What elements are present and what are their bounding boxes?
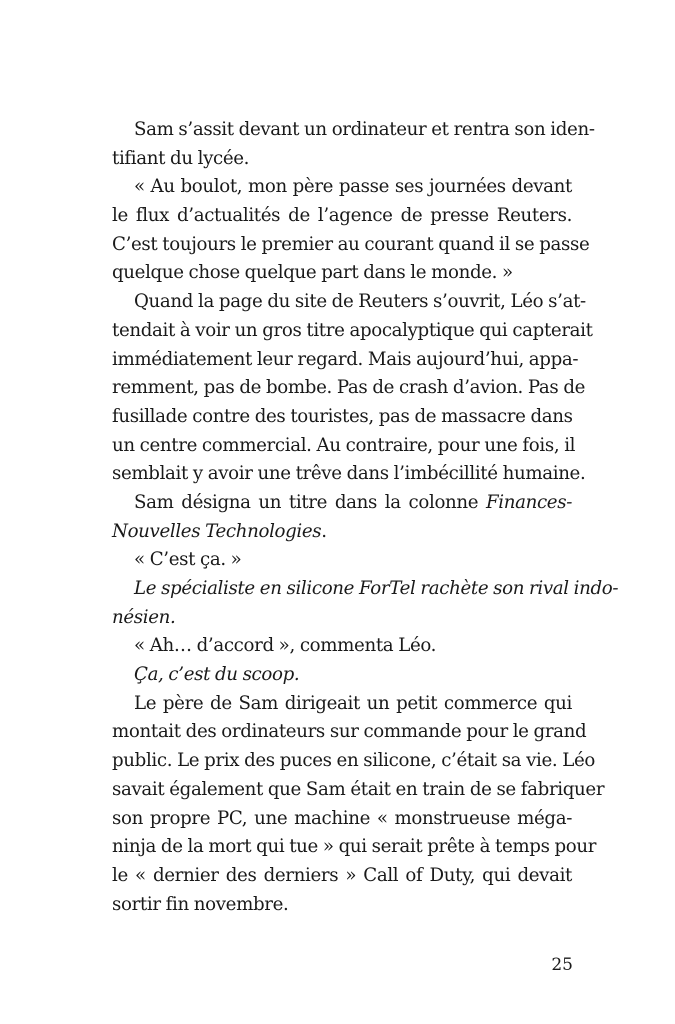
text-line: C’est toujours le premier au courant quand il se passe: [112, 233, 590, 255]
text-segment: Sam désigna un titre dans la colonne: [134, 491, 479, 513]
text-line: un centre commercial. Au contraire, pour une fois, il: [112, 434, 576, 456]
text-line: sortir fin novembre.: [112, 893, 289, 915]
text-line: public. Le prix des puces en silicone, c’était sa vie. Léo: [112, 750, 596, 772]
page-text: [112, 116, 619, 919]
text-line: [112, 489, 572, 518]
text-line: « Au boulot, mon père passe ses journées devant: [134, 176, 572, 198]
text-line: remment, pas de bombe. Pas de crash d’avion. Pas de: [112, 377, 586, 399]
text-line: montait des ordinateurs sur commande pour le grand: [112, 721, 587, 743]
text-line: semblait y avoir une trêve dans l’imbécillité humaine.: [112, 463, 586, 485]
italic-segment: Nouvelles Technologies: [112, 520, 322, 542]
text-line: Sam s’assit devant un ordinateur et rentra son iden-: [134, 119, 595, 140]
italic-line: Ça, c’est du scoop.: [134, 664, 300, 686]
text-line: [112, 518, 572, 547]
text-line: ninja de la mort qui tue » qui serait prête à temps pour: [112, 836, 597, 858]
text-line: son propre PC, une machine « monstrueuse méga-: [112, 807, 572, 829]
text-line: immédiatement leur regard. Mais aujourd’hui, appa-: [112, 348, 579, 370]
text-line: quelque chose quelque part dans le monde. »: [112, 262, 513, 284]
text-line: « Ah… d’accord », commenta Léo.: [134, 635, 437, 657]
page-number: 25: [551, 955, 573, 975]
text-line: le « dernier des derniers » Call of Duty, qui devait: [112, 864, 572, 886]
text-line: tifiant du lycée.: [112, 147, 250, 169]
text-line: « C’est ça. »: [134, 549, 242, 571]
text-segment: .: [321, 520, 327, 542]
text-line: Quand la page du site de Reuters s’ouvrit, Léo s’at-: [134, 291, 586, 313]
text-line: le flux d’actualités de l’agence de presse Reuters.: [112, 205, 572, 227]
text-line: savait également que Sam était en train de se fabriquer: [112, 778, 605, 800]
headline-line: nésien.: [112, 606, 176, 628]
italic-segment: Finances-: [486, 491, 573, 513]
text-line: fusillade contre des touristes, pas de massacre dans: [112, 405, 573, 427]
text-line: tendait à voir un gros titre apocalyptique qui capterait: [112, 319, 593, 341]
headline-line: Le spécialiste en silicone ForTel rachète son rival indo-: [134, 578, 619, 599]
text-line: Le père de Sam dirigeait un petit commerce qui: [134, 692, 572, 714]
